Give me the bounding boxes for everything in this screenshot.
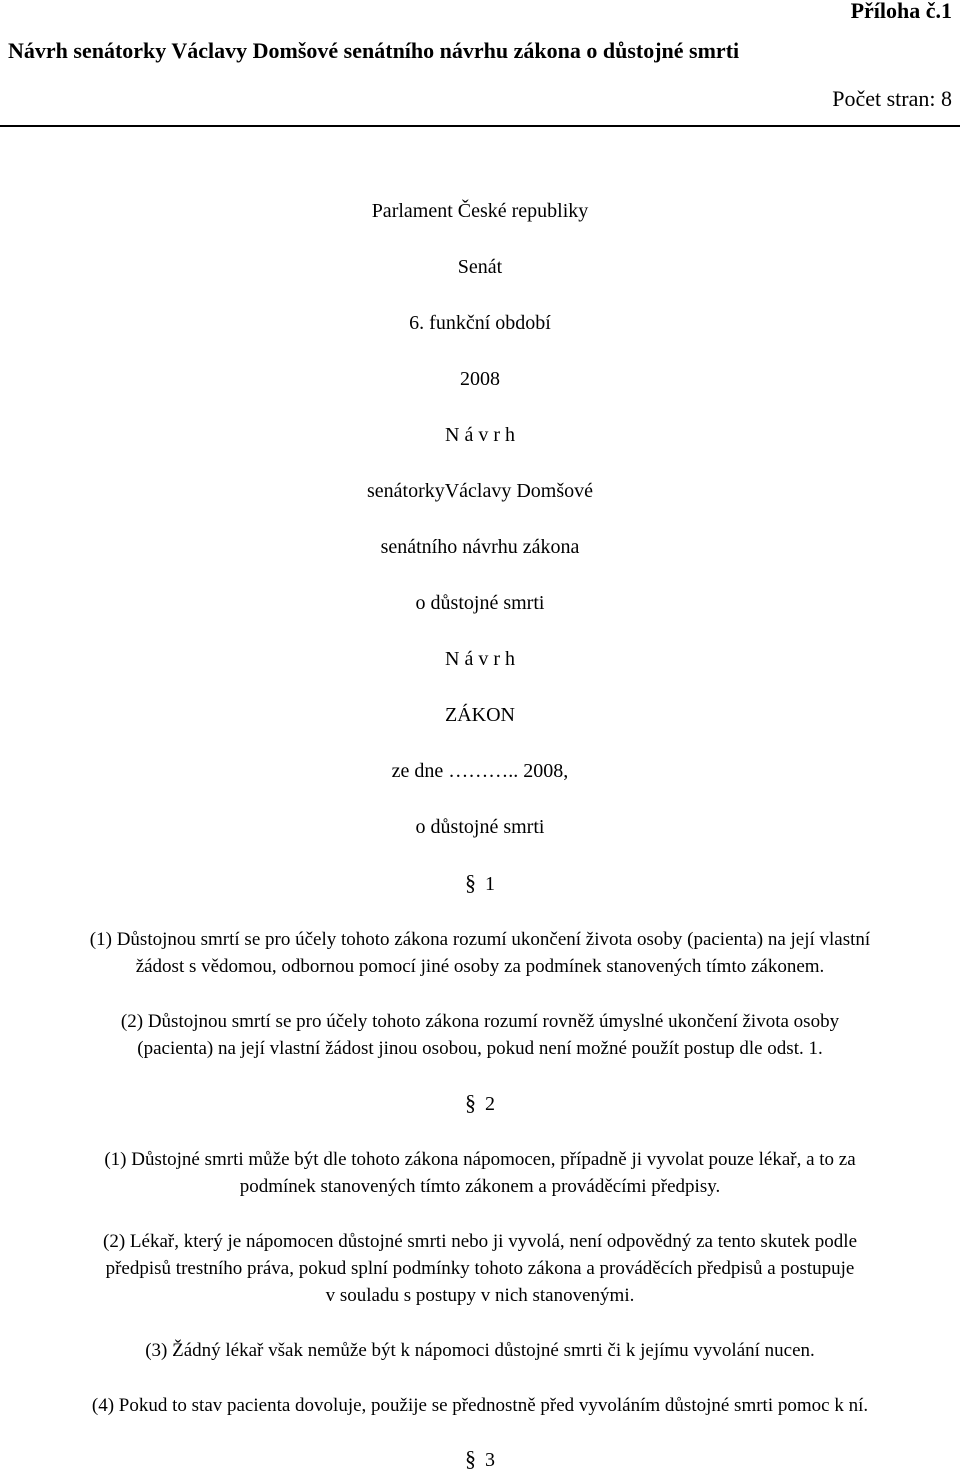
paragraph-line: (3) Žádný lékař však nemůže být k nápomoci důstojné smrti či k jejímu vyvolání nucen. bbox=[145, 1340, 815, 1361]
paragraph-line: podmínek stanovených tímto zákonem a prováděcími předpisy. bbox=[239, 1176, 721, 1197]
year: 2008 bbox=[460, 368, 500, 390]
bill-subject: o důstojné smrti bbox=[415, 592, 545, 614]
section-2-paragraph-2 bbox=[0, 1228, 960, 1309]
section-1-paragraph-1 bbox=[0, 926, 960, 980]
page-count: Počet stran: 8 bbox=[832, 86, 952, 111]
section-2-paragraph-3 bbox=[0, 1337, 960, 1364]
paragraph-line: (1) Důstojnou smrtí se pro účely tohoto zákona rozumí ukončení života osoby (pacienta) na její vlastní bbox=[89, 929, 871, 950]
section-number: 3 bbox=[485, 1449, 495, 1471]
paragraph-line: (pacienta) na její vlastní žádost jinou osobou, pokud není možné použít postup dle odst. 1. bbox=[137, 1038, 823, 1059]
section-heading-1 bbox=[0, 870, 960, 896]
law-heading: ZÁKON bbox=[445, 704, 515, 726]
parliament-name: Parlament České republiky bbox=[371, 200, 589, 222]
chamber-name: Senát bbox=[457, 256, 503, 278]
section-2-paragraph-4 bbox=[0, 1392, 960, 1419]
section-heading-3 bbox=[0, 1446, 960, 1472]
paragraph-line: předpisů trestního práva, pokud splní podmínky tohoto zákona a prováděcích předpisů a postupuje bbox=[105, 1258, 855, 1279]
law-subject: o důstojné smrti bbox=[415, 816, 545, 838]
date-line: ze dne ……….. 2008, bbox=[391, 760, 569, 782]
section-heading-2 bbox=[0, 1090, 960, 1116]
annex-label: Příloha č.1 bbox=[850, 0, 952, 23]
section-symbol: § bbox=[465, 1446, 476, 1471]
proposal-label-2: N á v r h bbox=[445, 648, 515, 670]
section-1-paragraph-2 bbox=[0, 1008, 960, 1062]
paragraph-line: (1) Důstojné smrti může být dle tohoto zákona nápomocen, případně ji vyvolat pouze lékař, a to za bbox=[104, 1149, 856, 1170]
section-number: 1 bbox=[485, 873, 495, 895]
section-number: 2 bbox=[485, 1093, 495, 1115]
header-divider bbox=[0, 125, 960, 127]
paragraph-line: (2) Důstojnou smrtí se pro účely tohoto zákona rozumí rovněž úmyslné ukončení života osoby bbox=[120, 1011, 840, 1032]
bill-type: senátního návrhu zákona bbox=[380, 536, 580, 558]
paragraph-line: žádost s vědomou, odbornou pomocí jiné osoby za podmínek stanovených tímto zákonem. bbox=[135, 956, 825, 977]
section-symbol: § bbox=[465, 870, 476, 895]
term: 6. funkční období bbox=[409, 312, 551, 334]
proposal-label: N á v r h bbox=[445, 424, 515, 446]
section-2-paragraph-1 bbox=[0, 1146, 960, 1200]
section-symbol: § bbox=[465, 1090, 476, 1115]
senator-name: senátorkyVáclavy Domšové bbox=[366, 480, 594, 502]
paragraph-line: (4) Pokud to stav pacienta dovoluje, použije se přednostně před vyvoláním důstojné smrti pomoc k ní. bbox=[91, 1395, 869, 1416]
paragraph-line: (2) Lékař, který je nápomocen důstojné smrti nebo ji vyvolá, není odpovědný za tento skutek podle bbox=[103, 1231, 857, 1252]
paragraph-line: v souladu s postupy v nich stanovenými. bbox=[325, 1285, 635, 1306]
document-title: Návrh senátorky Václavy Domšové senátního návrhu zákona o důstojné smrti bbox=[8, 38, 740, 63]
